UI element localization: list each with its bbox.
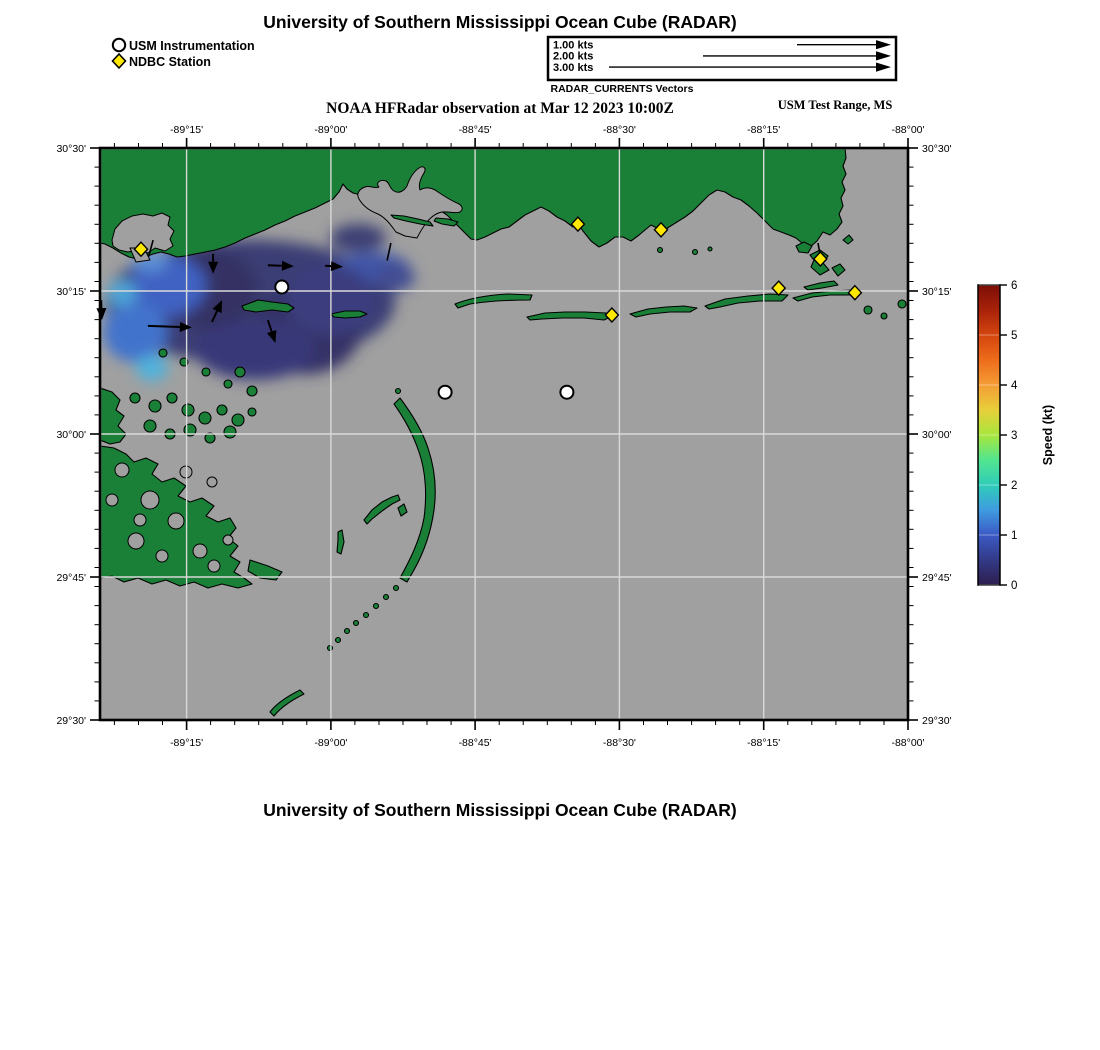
y-tick-label-right: 29°45' [922,571,952,584]
y-tick-label-right: 30°30' [922,142,952,155]
x-tick-label-top: -89°15' [170,124,204,136]
speed-field-blob [195,320,315,380]
y-tick-label-left: 29°30' [56,714,86,727]
vector-scale-caption: RADAR_CURRENTS Vectors [550,83,694,95]
x-tick-label-top: -89°00' [314,124,348,136]
small-island [898,300,906,308]
speed-field-blob [330,224,386,252]
x-tick-label-bottom: -88°00' [891,737,925,749]
x-tick-label-bottom: -88°15' [747,737,781,749]
colorbar-tick-label: 1 [1011,530,1018,542]
test-range-label: USM Test Range, MS [777,98,893,112]
chandeleur-fragment [374,604,379,609]
current-vector-shaft [148,326,180,327]
small-island [693,250,698,255]
chandeleur-fragment [328,646,333,651]
speed-field-blob [136,355,168,381]
y-tick-label-left: 30°15' [56,285,86,298]
x-tick-label-top: -88°00' [891,124,925,136]
x-tick-label-bottom: -89°15' [170,737,204,749]
usm-instrumentation-icon [113,39,125,51]
vector-scale-row-label: 2.00 kts [553,50,594,63]
small-island [881,313,887,319]
y-tick-label-left: 29°45' [56,571,86,584]
chandeleur-fragment [336,638,341,643]
usm-instrument-marker [439,386,452,399]
chandeleur-fragment [384,595,389,600]
colorbar-tick-label: 2 [1011,480,1018,492]
legend-usm-label: USM Instrumentation [129,39,255,53]
chandeleur-fragment [364,613,369,618]
colorbar-axis-label: Speed (kt) [1041,404,1055,466]
small-island [864,306,872,314]
speed-field-blob [107,280,137,306]
colorbar-tick-label: 5 [1011,330,1018,342]
map-panel [56,124,951,749]
usm-instrument-marker [275,281,288,294]
chandeleur-fragment [354,621,359,626]
chandeleur-fragment [394,586,399,591]
speed-field-blob [103,302,167,362]
x-tick-label-top: -88°45' [458,124,492,136]
figure-title-bottom: University of Southern Mississippi Ocean Cube (RADAR) [263,800,737,820]
observation-subtitle: NOAA HFRadar observation at Mar 12 2023 10:00Z [326,100,674,117]
vector-scale-frame [548,37,896,80]
y-tick-label-right: 30°15' [922,285,952,298]
small-island [658,248,663,253]
colorbar-tick-label: 6 [1011,280,1018,292]
x-tick-label-top: -88°30' [602,124,636,136]
figure-title-top: University of Southern Mississippi Ocean Cube (RADAR) [263,12,737,32]
x-tick-label-bottom: -88°45' [458,737,492,749]
usm-instrument-marker [560,386,573,399]
vector-scale-row-label: 1.00 kts [553,39,594,52]
y-tick-label-right: 30°00' [922,428,952,441]
x-tick-label-top: -88°15' [747,124,781,136]
colorbar-tick-label: 3 [1011,430,1018,442]
vector-scale-row-label: 3.00 kts [553,61,594,74]
colorbar-tick-label: 4 [1011,380,1018,392]
x-tick-label-bottom: -88°30' [602,737,636,749]
legend-ndbc-label: NDBC Station [129,55,211,69]
y-tick-label-left: 30°30' [56,142,86,155]
speed-field-blob [375,263,415,291]
chandeleur-fragment [345,629,350,634]
small-island [708,247,712,251]
colorbar-tick-label: 0 [1011,580,1018,592]
y-tick-label-left: 30°00' [56,428,86,441]
y-tick-label-right: 29°30' [922,714,952,727]
x-tick-label-bottom: -89°00' [314,737,348,749]
chandeleur-fragment [396,389,401,394]
